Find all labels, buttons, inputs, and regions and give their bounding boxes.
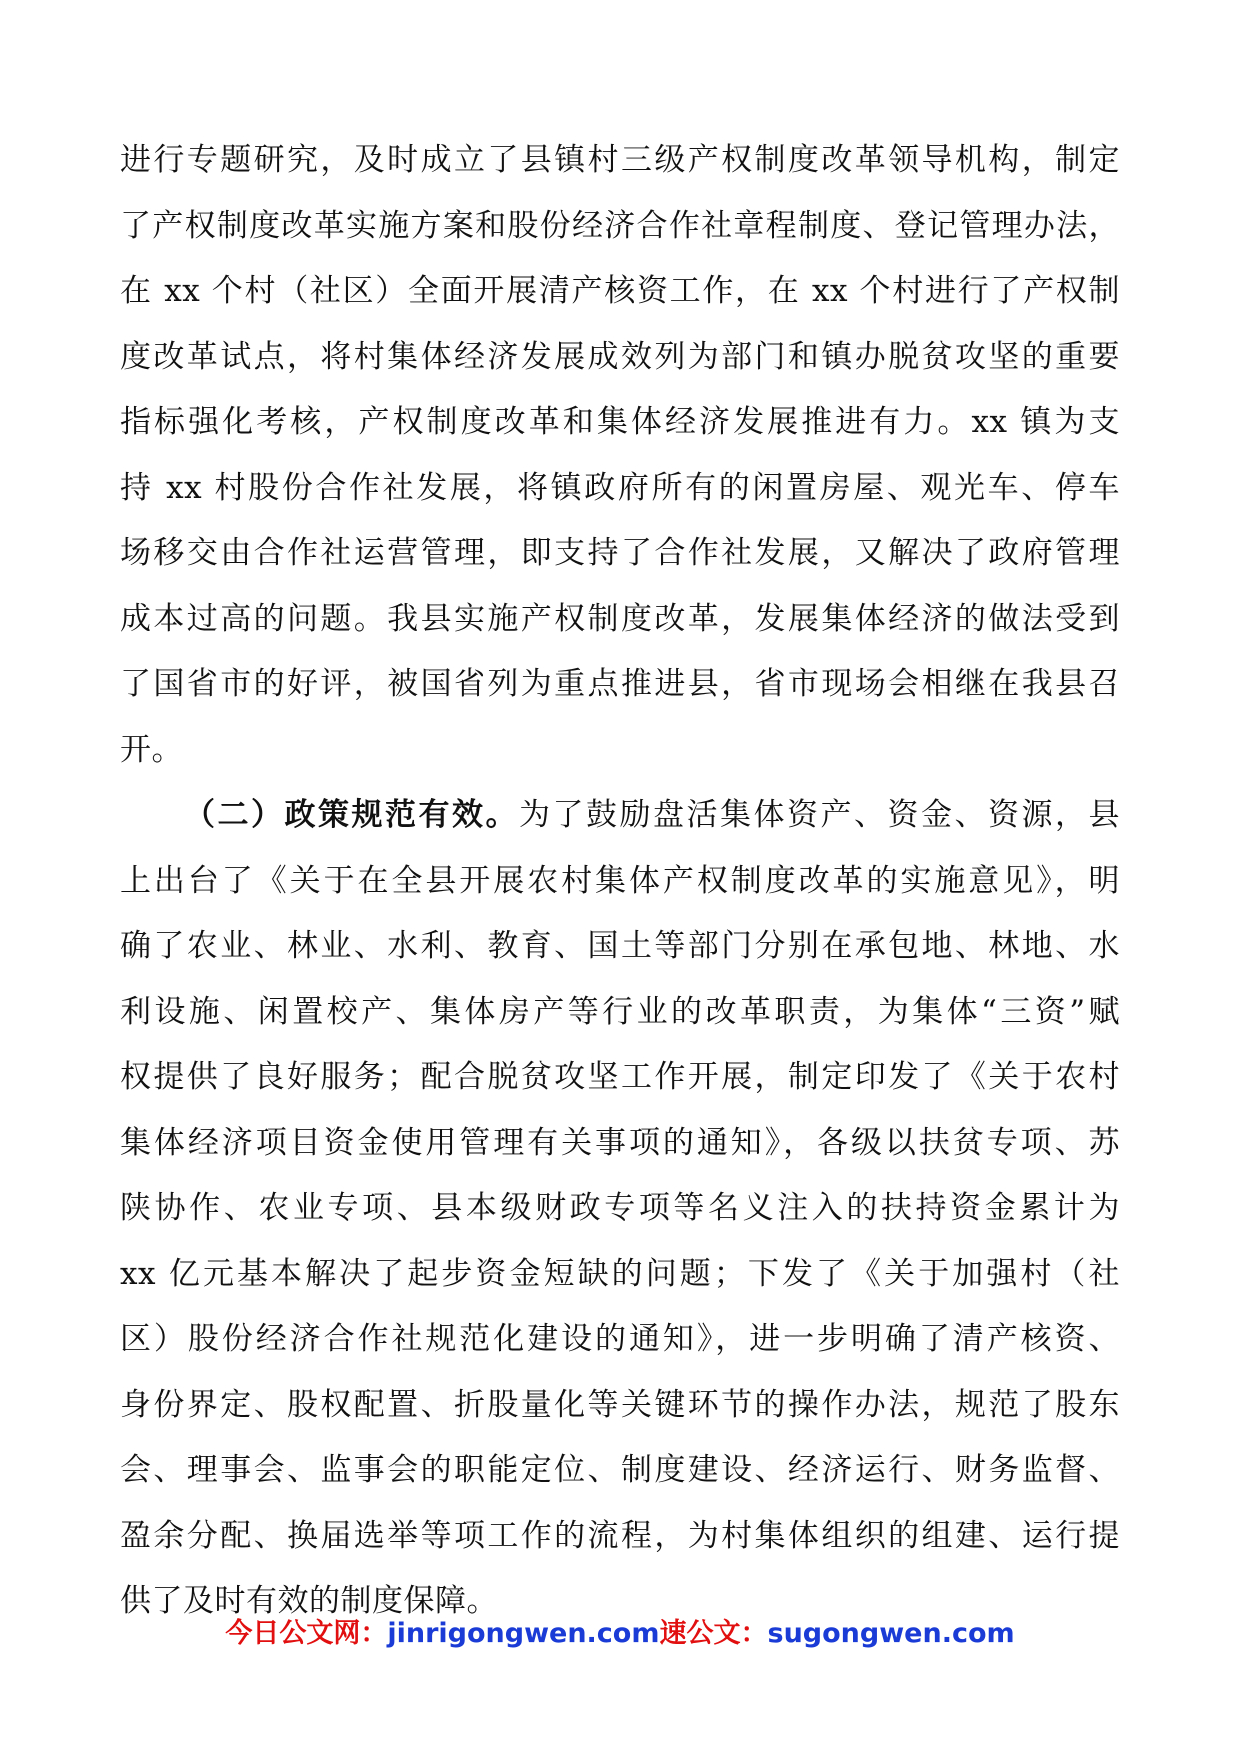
paragraph-1-line: 开。 xyxy=(120,731,183,768)
paragraph-1-line: 持 xx 村股份合作社发展，将镇政府所有的闲置房屋、观光车、停车 xyxy=(120,469,1120,506)
paragraph-1-line: 进行专题研究，及时成立了县镇村三级产权制度改革领导机构，制定 xyxy=(120,142,1120,178)
paragraph-2-line: 确了农业、林业、水利、教育、国土等部门分别在承包地、林地、水 xyxy=(120,928,1120,964)
section-heading: （二）政策规范有效。 xyxy=(184,797,519,833)
paragraph-2-line: 陕协作、农业专项、县本级财政专项等名义注入的扶持资金累计为 xyxy=(120,1190,1120,1226)
paragraph-2-line: 供了及时有效的制度保障。 xyxy=(120,1583,498,1619)
paragraph-2-line: xx 亿元基本解决了起步资金短缺的问题；下发了《关于加强村（社 xyxy=(120,1255,1120,1292)
paragraph-2-lead-text: 为了鼓励盘活集体资产、资金、资源，县 xyxy=(519,797,1120,833)
paragraph-1-line: 在 xx 个村（社区）全面开展清产核资工作，在 xx 个村进行了产权制 xyxy=(120,273,1120,309)
footer-site2-name: 速公文： xyxy=(659,1618,768,1649)
paragraph-2-line: 盈余分配、换届选举等项工作的流程，为村集体组织的组建、运行提 xyxy=(120,1517,1120,1554)
paragraph-2-line: 区）股份经济合作社规范化建设的通知》，进一步明确了清产核资、 xyxy=(120,1321,1120,1357)
paragraph-2-first-line xyxy=(120,783,1120,849)
paragraph-2-line: 集体经济项目资金使用管理有关事项的通知》，各级以扶贫专项、苏 xyxy=(120,1124,1120,1161)
document-body xyxy=(120,128,1120,1635)
paragraph-2-line: 会、理事会、监事会的职能定位、制度建设、经济运行、财务监督、 xyxy=(120,1452,1120,1488)
paragraph-1-line: 度改革试点，将村集体经济发展成效列为部门和镇办脱贫攻坚的重要 xyxy=(120,338,1120,375)
footer-site2-link[interactable]: sugongwen.com xyxy=(767,1618,1015,1649)
paragraph-2-line: 上出台了《关于在全县开展农村集体产权制度改革的实施意见》，明 xyxy=(120,862,1120,899)
paragraph-1-line: 成本过高的问题。我县实施产权制度改革，发展集体经济的做法受到 xyxy=(120,600,1120,637)
paragraph-2-line: 利设施、闲置校产、集体房产等行业的改革职责，为集体“三资”赋 xyxy=(120,993,1120,1030)
paragraph-2-line: 权提供了良好服务；配合脱贫攻坚工作开展，制定印发了《关于农村 xyxy=(120,1059,1120,1095)
paragraph-1-line: 指标强化考核，产权制度改革和集体经济发展推进有力。xx 镇为支 xyxy=(120,404,1120,440)
paragraph-1-line: 了产权制度改革实施方案和股份经济合作社章程制度、登记管理办法， xyxy=(120,207,1120,244)
paragraph-2-line: 身份界定、股权配置、折股量化等关键环节的操作办法，规范了股东 xyxy=(120,1386,1120,1423)
paragraph-2 xyxy=(120,783,1120,1635)
paragraph-1-line: 场移交由合作社运营管理，即支持了合作社发展，又解决了政府管理 xyxy=(120,535,1120,571)
footer-site1-name: 今日公文网： xyxy=(225,1618,388,1649)
footer-watermark xyxy=(0,1614,1240,1654)
paragraph-1 xyxy=(120,128,1120,783)
paragraph-1-line: 了国省市的好评，被国省列为重点推进县，省市现场会相继在我县召 xyxy=(120,666,1120,702)
footer-site1-link[interactable]: jinrigongwen.com xyxy=(387,1618,660,1649)
